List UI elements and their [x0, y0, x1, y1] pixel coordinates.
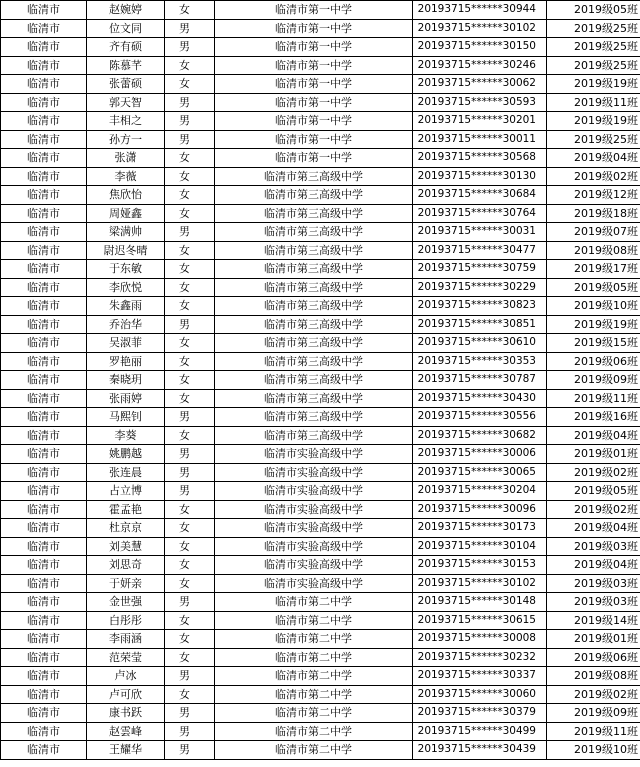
school-cell: 临清市实验高级中学 [215, 574, 413, 593]
class-cell: 2019级16班 [547, 408, 640, 427]
id-number-cell: 20193715******30065 [413, 463, 547, 482]
table-row [1, 667, 640, 686]
class-cell: 2019级03班 [547, 593, 640, 612]
school-cell: 临清市第一中学 [215, 149, 413, 168]
school-cell: 临清市第三高级中学 [215, 278, 413, 297]
class-cell: 2019级11班 [547, 722, 640, 741]
id-number-cell: 20193715******30153 [413, 556, 547, 575]
class-cell: 2019级02班 [547, 500, 640, 519]
class-cell: 2019级10班 [547, 297, 640, 316]
gender-cell: 女 [165, 630, 215, 649]
id-number-cell: 20193715******30568 [413, 149, 547, 168]
school-cell: 临清市第一中学 [215, 112, 413, 131]
table-row [1, 648, 640, 667]
gender-cell: 女 [165, 56, 215, 75]
table-row [1, 574, 640, 593]
school-cell: 临清市第二中学 [215, 741, 413, 760]
id-number-cell: 20193715******30229 [413, 278, 547, 297]
id-number-cell: 20193715******30204 [413, 482, 547, 501]
city-cell: 临清市 [1, 593, 87, 612]
id-number-cell: 20193715******30011 [413, 130, 547, 149]
class-cell: 2019级01班 [547, 630, 640, 649]
gender-cell: 女 [165, 352, 215, 371]
gender-cell: 女 [165, 241, 215, 260]
class-cell: 2019级09班 [547, 371, 640, 390]
class-cell: 2019级06班 [547, 648, 640, 667]
city-cell: 临清市 [1, 297, 87, 316]
city-cell: 临清市 [1, 445, 87, 464]
table-row [1, 56, 640, 75]
gender-cell: 女 [165, 297, 215, 316]
city-cell: 临清市 [1, 93, 87, 112]
city-cell: 临清市 [1, 38, 87, 57]
school-cell: 临清市第三高级中学 [215, 315, 413, 334]
id-number-cell: 20193715******30104 [413, 537, 547, 556]
class-cell: 2019级09班 [547, 704, 640, 723]
city-cell: 临清市 [1, 204, 87, 223]
student-name-cell: 朱鑫雨 [87, 297, 165, 316]
class-cell: 2019级05班 [547, 482, 640, 501]
city-cell: 临清市 [1, 463, 87, 482]
gender-cell: 女 [165, 556, 215, 575]
school-cell: 临清市第三高级中学 [215, 389, 413, 408]
student-name-cell: 赵雲峰 [87, 722, 165, 741]
table-row [1, 315, 640, 334]
gender-cell: 男 [165, 445, 215, 464]
gender-cell: 女 [165, 186, 215, 205]
gender-cell: 男 [165, 741, 215, 760]
school-cell: 临清市实验高级中学 [215, 537, 413, 556]
id-number-cell: 20193715******30477 [413, 241, 547, 260]
city-cell: 临清市 [1, 260, 87, 279]
gender-cell: 女 [165, 278, 215, 297]
id-number-cell: 20193715******30610 [413, 334, 547, 353]
table-row [1, 334, 640, 353]
gender-cell: 男 [165, 38, 215, 57]
city-cell: 临清市 [1, 130, 87, 149]
gender-cell: 女 [165, 260, 215, 279]
city-cell: 临清市 [1, 186, 87, 205]
id-number-cell: 20193715******30246 [413, 56, 547, 75]
id-number-cell: 20193715******30379 [413, 704, 547, 723]
class-cell: 2019级15班 [547, 334, 640, 353]
school-cell: 临清市实验高级中学 [215, 463, 413, 482]
student-name-cell: 卢可欣 [87, 685, 165, 704]
id-number-cell: 20193715******30337 [413, 667, 547, 686]
table-row [1, 352, 640, 371]
city-cell: 临清市 [1, 389, 87, 408]
class-cell: 2019级02班 [547, 463, 640, 482]
school-cell: 临清市实验高级中学 [215, 519, 413, 538]
gender-cell: 男 [165, 130, 215, 149]
table-row [1, 537, 640, 556]
id-number-cell: 20193715******30148 [413, 593, 547, 612]
class-cell: 2019级19班 [547, 75, 640, 94]
class-cell: 2019级11班 [547, 389, 640, 408]
student-name-cell: 丰相之 [87, 112, 165, 131]
id-number-cell: 20193715******30150 [413, 38, 547, 57]
school-cell: 临清市第三高级中学 [215, 371, 413, 390]
school-cell: 临清市第一中学 [215, 130, 413, 149]
student-name-cell: 姚鹏越 [87, 445, 165, 464]
gender-cell: 女 [165, 75, 215, 94]
table-row [1, 241, 640, 260]
city-cell: 临清市 [1, 685, 87, 704]
city-cell: 临清市 [1, 426, 87, 445]
gender-cell: 男 [165, 223, 215, 242]
class-cell: 2019级02班 [547, 167, 640, 186]
id-number-cell: 20193715******30353 [413, 352, 547, 371]
class-cell: 2019级14班 [547, 611, 640, 630]
id-number-cell: 20193715******30096 [413, 500, 547, 519]
student-name-cell: 王耀华 [87, 741, 165, 760]
school-cell: 临清市第一中学 [215, 56, 413, 75]
gender-cell: 女 [165, 500, 215, 519]
id-number-cell: 20193715******30499 [413, 722, 547, 741]
gender-cell: 女 [165, 389, 215, 408]
student-name-cell: 秦晓玥 [87, 371, 165, 390]
school-cell: 临清市第三高级中学 [215, 204, 413, 223]
id-number-cell: 20193715******30439 [413, 741, 547, 760]
class-cell: 2019级04班 [547, 519, 640, 538]
class-cell: 2019级08班 [547, 241, 640, 260]
student-name-cell: 李雨涵 [87, 630, 165, 649]
gender-cell: 女 [165, 1, 215, 20]
student-name-cell: 齐有硕 [87, 38, 165, 57]
class-cell: 2019级10班 [547, 741, 640, 760]
class-cell: 2019级03班 [547, 537, 640, 556]
city-cell: 临清市 [1, 741, 87, 760]
class-cell: 2019级25班 [547, 38, 640, 57]
table-row [1, 130, 640, 149]
gender-cell: 女 [165, 371, 215, 390]
school-cell: 临清市第一中学 [215, 75, 413, 94]
student-name-cell: 卢冰 [87, 667, 165, 686]
table-row [1, 722, 640, 741]
city-cell: 临清市 [1, 519, 87, 538]
id-number-cell: 20193715******30556 [413, 408, 547, 427]
gender-cell: 女 [165, 648, 215, 667]
city-cell: 临清市 [1, 611, 87, 630]
school-cell: 临清市第三高级中学 [215, 297, 413, 316]
city-cell: 临清市 [1, 352, 87, 371]
city-cell: 临清市 [1, 500, 87, 519]
student-name-cell: 梁满帅 [87, 223, 165, 242]
table-row [1, 112, 640, 131]
gender-cell: 男 [165, 93, 215, 112]
table-row [1, 38, 640, 57]
table-row [1, 630, 640, 649]
id-number-cell: 20193715******30130 [413, 167, 547, 186]
table-row [1, 149, 640, 168]
id-number-cell: 20193715******30060 [413, 685, 547, 704]
city-cell: 临清市 [1, 704, 87, 723]
student-name-cell: 李欣悦 [87, 278, 165, 297]
school-cell: 临清市第三高级中学 [215, 334, 413, 353]
school-cell: 临清市第一中学 [215, 1, 413, 20]
id-number-cell: 20193715******30615 [413, 611, 547, 630]
school-cell: 临清市第二中学 [215, 704, 413, 723]
table-row [1, 75, 640, 94]
school-cell: 临清市第一中学 [215, 19, 413, 38]
school-cell: 临清市第一中学 [215, 93, 413, 112]
student-name-cell: 杜京京 [87, 519, 165, 538]
id-number-cell: 20193715******30682 [413, 426, 547, 445]
class-cell: 2019级08班 [547, 667, 640, 686]
gender-cell: 女 [165, 537, 215, 556]
student-name-cell: 张连晨 [87, 463, 165, 482]
city-cell: 临清市 [1, 334, 87, 353]
school-cell: 临清市第三高级中学 [215, 352, 413, 371]
student-name-cell: 吴淑菲 [87, 334, 165, 353]
city-cell: 临清市 [1, 574, 87, 593]
city-cell: 临清市 [1, 149, 87, 168]
id-number-cell: 20193715******30102 [413, 19, 547, 38]
table-row [1, 204, 640, 223]
table-row [1, 556, 640, 575]
id-number-cell: 20193715******30062 [413, 75, 547, 94]
city-cell: 临清市 [1, 408, 87, 427]
student-name-cell: 焦欣怡 [87, 186, 165, 205]
table-row [1, 389, 640, 408]
student-name-cell: 马熙钊 [87, 408, 165, 427]
gender-cell: 男 [165, 704, 215, 723]
school-cell: 临清市第二中学 [215, 667, 413, 686]
school-cell: 临清市第三高级中学 [215, 426, 413, 445]
student-name-cell: 孙方一 [87, 130, 165, 149]
table-row [1, 593, 640, 612]
student-name-cell: 乔治华 [87, 315, 165, 334]
table-row [1, 445, 640, 464]
gender-cell: 女 [165, 149, 215, 168]
gender-cell: 男 [165, 667, 215, 686]
class-cell: 2019级25班 [547, 19, 640, 38]
gender-cell: 女 [165, 611, 215, 630]
id-number-cell: 20193715******30031 [413, 223, 547, 242]
student-name-cell: 于东敏 [87, 260, 165, 279]
id-number-cell: 20193715******30787 [413, 371, 547, 390]
school-cell: 临清市第二中学 [215, 630, 413, 649]
school-cell: 临清市第三高级中学 [215, 167, 413, 186]
school-cell: 临清市第三高级中学 [215, 241, 413, 260]
gender-cell: 男 [165, 408, 215, 427]
student-name-cell: 刘美慧 [87, 537, 165, 556]
school-cell: 临清市实验高级中学 [215, 500, 413, 519]
table-row [1, 463, 640, 482]
school-cell: 临清市第一中学 [215, 38, 413, 57]
city-cell: 临清市 [1, 278, 87, 297]
student-name-cell: 张雨婷 [87, 389, 165, 408]
class-cell: 2019级02班 [547, 685, 640, 704]
school-cell: 临清市第三高级中学 [215, 186, 413, 205]
class-cell: 2019级19班 [547, 315, 640, 334]
table-row [1, 19, 640, 38]
city-cell: 临清市 [1, 241, 87, 260]
gender-cell: 女 [165, 204, 215, 223]
table-row [1, 167, 640, 186]
class-cell: 2019级07班 [547, 223, 640, 242]
city-cell: 临清市 [1, 167, 87, 186]
school-cell: 临清市第二中学 [215, 722, 413, 741]
school-cell: 临清市第二中学 [215, 611, 413, 630]
class-cell: 2019级25班 [547, 56, 640, 75]
gender-cell: 男 [165, 19, 215, 38]
class-cell: 2019级17班 [547, 260, 640, 279]
class-cell: 2019级11班 [547, 93, 640, 112]
student-name-cell: 白彤彤 [87, 611, 165, 630]
gender-cell: 男 [165, 722, 215, 741]
school-cell: 临清市第二中学 [215, 593, 413, 612]
student-name-cell: 占立博 [87, 482, 165, 501]
table-row [1, 741, 640, 760]
school-cell: 临清市第三高级中学 [215, 260, 413, 279]
class-cell: 2019级05班 [547, 278, 640, 297]
id-number-cell: 20193715******30944 [413, 1, 547, 20]
id-number-cell: 20193715******30759 [413, 260, 547, 279]
roster-body [1, 1, 640, 760]
class-cell: 2019级01班 [547, 445, 640, 464]
table-row [1, 297, 640, 316]
gender-cell: 女 [165, 574, 215, 593]
class-cell: 2019级05班 [547, 1, 640, 20]
city-cell: 临清市 [1, 648, 87, 667]
class-cell: 2019级25班 [547, 130, 640, 149]
city-cell: 临清市 [1, 75, 87, 94]
id-number-cell: 20193715******30173 [413, 519, 547, 538]
class-cell: 2019级04班 [547, 426, 640, 445]
id-number-cell: 20193715******30232 [413, 648, 547, 667]
student-name-cell: 康书跃 [87, 704, 165, 723]
student-name-cell: 周娅鑫 [87, 204, 165, 223]
city-cell: 临清市 [1, 482, 87, 501]
student-name-cell: 陈慕芊 [87, 56, 165, 75]
school-cell: 临清市第三高级中学 [215, 223, 413, 242]
table-row [1, 426, 640, 445]
id-number-cell: 20193715******30593 [413, 93, 547, 112]
gender-cell: 男 [165, 463, 215, 482]
school-cell: 临清市实验高级中学 [215, 482, 413, 501]
id-number-cell: 20193715******30823 [413, 297, 547, 316]
school-cell: 临清市实验高级中学 [215, 556, 413, 575]
city-cell: 临清市 [1, 19, 87, 38]
student-name-cell: 尉迟冬晴 [87, 241, 165, 260]
student-name-cell: 张潇 [87, 149, 165, 168]
id-number-cell: 20193715******30684 [413, 186, 547, 205]
table-row [1, 93, 640, 112]
student-name-cell: 霍孟艳 [87, 500, 165, 519]
student-name-cell: 罗艳丽 [87, 352, 165, 371]
id-number-cell: 20193715******30201 [413, 112, 547, 131]
table-row [1, 685, 640, 704]
id-number-cell: 20193715******30102 [413, 574, 547, 593]
city-cell: 临清市 [1, 371, 87, 390]
student-name-cell: 金世强 [87, 593, 165, 612]
city-cell: 临清市 [1, 630, 87, 649]
table-row [1, 260, 640, 279]
class-cell: 2019级06班 [547, 352, 640, 371]
student-name-cell: 于妍亲 [87, 574, 165, 593]
school-cell: 临清市第二中学 [215, 685, 413, 704]
id-number-cell: 20193715******30008 [413, 630, 547, 649]
gender-cell: 男 [165, 593, 215, 612]
table-row [1, 704, 640, 723]
table-row [1, 186, 640, 205]
city-cell: 临清市 [1, 537, 87, 556]
class-cell: 2019级03班 [547, 574, 640, 593]
table-row [1, 371, 640, 390]
gender-cell: 女 [165, 519, 215, 538]
city-cell: 临清市 [1, 1, 87, 20]
student-name-cell: 位文同 [87, 19, 165, 38]
student-name-cell: 李葵 [87, 426, 165, 445]
class-cell: 2019级04班 [547, 149, 640, 168]
city-cell: 临清市 [1, 56, 87, 75]
school-cell: 临清市第二中学 [215, 648, 413, 667]
student-name-cell: 刘思奇 [87, 556, 165, 575]
class-cell: 2019级12班 [547, 186, 640, 205]
gender-cell: 女 [165, 334, 215, 353]
table-row [1, 482, 640, 501]
gender-cell: 女 [165, 167, 215, 186]
gender-cell: 男 [165, 112, 215, 131]
id-number-cell: 20193715******30851 [413, 315, 547, 334]
student-name-cell: 李薇 [87, 167, 165, 186]
city-cell: 临清市 [1, 667, 87, 686]
class-cell: 2019级18班 [547, 204, 640, 223]
city-cell: 临清市 [1, 722, 87, 741]
school-cell: 临清市第三高级中学 [215, 408, 413, 427]
class-cell: 2019级19班 [547, 112, 640, 131]
table-row [1, 519, 640, 538]
city-cell: 临清市 [1, 556, 87, 575]
table-row [1, 223, 640, 242]
gender-cell: 女 [165, 685, 215, 704]
city-cell: 临清市 [1, 112, 87, 131]
table-row [1, 408, 640, 427]
school-cell: 临清市实验高级中学 [215, 445, 413, 464]
id-number-cell: 20193715******30006 [413, 445, 547, 464]
student-name-cell: 范荣莹 [87, 648, 165, 667]
city-cell: 临清市 [1, 315, 87, 334]
table-row [1, 611, 640, 630]
class-cell: 2019级04班 [547, 556, 640, 575]
table-row [1, 1, 640, 20]
id-number-cell: 20193715******30430 [413, 389, 547, 408]
gender-cell: 男 [165, 315, 215, 334]
gender-cell: 男 [165, 482, 215, 501]
gender-cell: 女 [165, 426, 215, 445]
city-cell: 临清市 [1, 223, 87, 242]
student-name-cell: 郭天智 [87, 93, 165, 112]
student-name-cell: 赵婉婷 [87, 1, 165, 20]
student-name-cell: 张蕾硕 [87, 75, 165, 94]
id-number-cell: 20193715******30764 [413, 204, 547, 223]
table-row [1, 500, 640, 519]
table-row [1, 278, 640, 297]
